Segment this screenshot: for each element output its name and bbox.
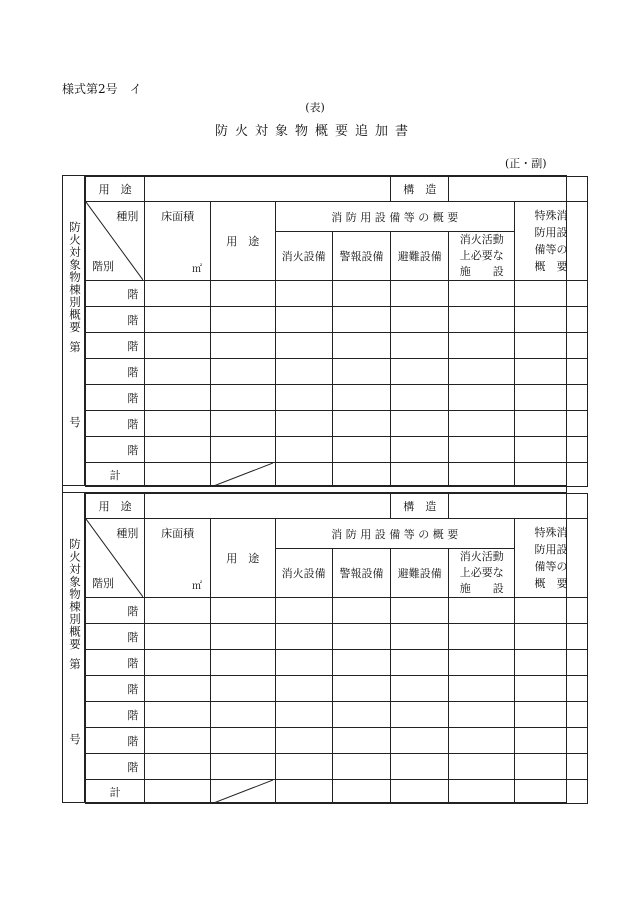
col-use-header: 用 途 xyxy=(210,202,275,281)
floor-row xyxy=(86,385,588,411)
data-cell[interactable] xyxy=(391,437,449,463)
data-cell[interactable] xyxy=(515,307,588,333)
total-data-cell[interactable] xyxy=(332,463,390,487)
data-cell[interactable] xyxy=(449,728,515,754)
data-cell[interactable] xyxy=(210,359,275,385)
data-cell[interactable] xyxy=(275,702,332,728)
floor-unit-cell[interactable]: 階 xyxy=(86,385,145,411)
data-cell[interactable] xyxy=(449,702,515,728)
data-cell[interactable] xyxy=(275,411,332,437)
data-cell[interactable] xyxy=(449,437,515,463)
structure-value-field[interactable] xyxy=(449,177,588,202)
data-cell[interactable] xyxy=(210,411,275,437)
data-cell[interactable] xyxy=(145,333,211,359)
data-cell[interactable] xyxy=(449,598,515,624)
data-cell[interactable] xyxy=(515,411,588,437)
fire-extinguishing-header: 消火設備 xyxy=(275,232,332,281)
kind-floor-header xyxy=(86,519,145,598)
floor-area-header xyxy=(145,202,211,281)
alarm-header: 警報設備 xyxy=(332,232,390,281)
floor-row xyxy=(86,333,588,359)
use-value-field[interactable] xyxy=(145,494,391,519)
alarm-header: 警報設備 xyxy=(332,549,390,598)
data-cell[interactable] xyxy=(210,385,275,411)
data-cell[interactable] xyxy=(515,385,588,411)
floor-unit-cell[interactable]: 階 xyxy=(86,728,145,754)
data-cell[interactable] xyxy=(210,702,275,728)
data-cell[interactable] xyxy=(391,411,449,437)
data-cell[interactable] xyxy=(332,359,390,385)
structure-label: 構 造 xyxy=(391,494,449,519)
data-cell[interactable] xyxy=(391,728,449,754)
special-line-1: 特殊消 xyxy=(534,526,568,539)
data-cell[interactable] xyxy=(275,437,332,463)
data-cell[interactable] xyxy=(275,598,332,624)
firefighting-line-2: 上必要な xyxy=(459,566,504,579)
data-cell[interactable] xyxy=(449,624,515,650)
building-summary-sheet-2 xyxy=(62,492,567,803)
data-cell[interactable] xyxy=(210,307,275,333)
data-cell[interactable] xyxy=(210,281,275,307)
total-row xyxy=(86,463,588,487)
data-cell[interactable] xyxy=(449,307,515,333)
total-data-cell[interactable] xyxy=(391,463,449,487)
data-cell[interactable] xyxy=(145,411,211,437)
floor-row xyxy=(86,702,588,728)
use-label: 用 途 xyxy=(86,177,145,202)
structure-value-field[interactable] xyxy=(449,494,588,519)
total-label: 計 xyxy=(86,780,145,804)
total-data-cell[interactable] xyxy=(449,780,515,804)
summary-table xyxy=(85,493,588,804)
data-cell[interactable] xyxy=(391,702,449,728)
floor-unit-cell[interactable]: 階 xyxy=(86,624,145,650)
data-cell[interactable] xyxy=(515,598,588,624)
data-cell[interactable] xyxy=(515,624,588,650)
floor-area-header xyxy=(145,519,211,598)
fire-extinguishing-header: 消火設備 xyxy=(275,549,332,598)
floor-row xyxy=(86,676,588,702)
data-cell[interactable] xyxy=(210,676,275,702)
special-line-2: 防用設 xyxy=(534,226,568,239)
floor-row xyxy=(86,754,588,780)
floor-row xyxy=(86,307,588,333)
floor-unit-cell[interactable]: 階 xyxy=(86,702,145,728)
data-cell[interactable] xyxy=(391,624,449,650)
data-cell[interactable] xyxy=(332,676,390,702)
kind-floor-header xyxy=(86,202,145,281)
kind-label: 種別 xyxy=(116,210,139,223)
data-cell[interactable] xyxy=(145,754,211,780)
firefighting-header xyxy=(449,549,515,598)
side-label-bottom: 号 xyxy=(68,733,82,746)
total-area-cell[interactable] xyxy=(145,463,211,487)
data-cell[interactable] xyxy=(210,333,275,359)
evacuation-header: 避難設備 xyxy=(391,549,449,598)
area-unit: ㎡ xyxy=(191,581,202,592)
use-value-field[interactable] xyxy=(145,177,391,202)
floor-unit-cell[interactable]: 階 xyxy=(86,676,145,702)
data-cell[interactable] xyxy=(391,333,449,359)
summary-table xyxy=(85,176,588,487)
data-cell[interactable] xyxy=(391,359,449,385)
floor-unit-cell[interactable]: 階 xyxy=(86,359,145,385)
kind-label: 種別 xyxy=(116,527,139,540)
floor-label: 階別 xyxy=(92,577,114,590)
data-cell[interactable] xyxy=(145,650,211,676)
special-line-4: 概 要 xyxy=(534,577,568,590)
data-cell[interactable] xyxy=(515,676,588,702)
floor-row xyxy=(86,437,588,463)
data-cell[interactable] xyxy=(275,676,332,702)
floor-row xyxy=(86,624,588,650)
facilities-header: 消 防 用 設 備 等 の 概 要 xyxy=(275,519,515,549)
data-cell[interactable] xyxy=(145,281,211,307)
data-cell[interactable] xyxy=(515,333,588,359)
data-cell[interactable] xyxy=(332,333,390,359)
floor-unit-cell[interactable]: 階 xyxy=(86,411,145,437)
data-cell[interactable] xyxy=(449,650,515,676)
data-cell[interactable] xyxy=(332,307,390,333)
total-use-cell-struck xyxy=(210,463,275,487)
data-cell[interactable] xyxy=(391,385,449,411)
data-cell[interactable] xyxy=(275,281,332,307)
data-cell[interactable] xyxy=(332,702,390,728)
total-data-cell[interactable] xyxy=(515,463,588,487)
total-area-cell[interactable] xyxy=(145,780,211,804)
total-data-cell[interactable] xyxy=(275,780,332,804)
side-label-top: 防火対象物棟別概要 xyxy=(68,221,82,334)
data-cell[interactable] xyxy=(515,650,588,676)
data-cell[interactable] xyxy=(449,754,515,780)
firefighting-line-3: 施 設 xyxy=(459,582,504,595)
copy-type: (正・副) xyxy=(505,157,547,170)
floor-row xyxy=(86,281,588,307)
data-cell[interactable] xyxy=(145,437,211,463)
side-label-column xyxy=(63,493,85,802)
data-cell[interactable] xyxy=(449,385,515,411)
data-cell[interactable] xyxy=(332,598,390,624)
data-cell[interactable] xyxy=(391,676,449,702)
data-cell[interactable] xyxy=(515,281,588,307)
firefighting-line-2: 上必要な xyxy=(459,249,504,262)
data-cell[interactable] xyxy=(210,437,275,463)
data-cell[interactable] xyxy=(145,307,211,333)
floor-area-label: 床面積 xyxy=(161,527,195,540)
total-label: 計 xyxy=(86,463,145,487)
data-cell[interactable] xyxy=(145,702,211,728)
data-cell[interactable] xyxy=(515,359,588,385)
floor-row xyxy=(86,411,588,437)
data-cell[interactable] xyxy=(391,650,449,676)
total-data-cell[interactable] xyxy=(391,780,449,804)
data-cell[interactable] xyxy=(275,359,332,385)
data-cell[interactable] xyxy=(210,754,275,780)
side-label-bottom: 号 xyxy=(68,416,82,429)
data-cell[interactable] xyxy=(275,333,332,359)
data-cell[interactable] xyxy=(332,385,390,411)
floor-area-label: 床面積 xyxy=(161,210,195,223)
subtitle: (表) xyxy=(305,101,325,114)
total-row xyxy=(86,780,588,804)
data-cell[interactable] xyxy=(515,754,588,780)
floor-unit-cell[interactable]: 階 xyxy=(86,307,145,333)
data-cell[interactable] xyxy=(332,624,390,650)
floor-label: 階別 xyxy=(92,260,114,273)
diagonal-line xyxy=(211,780,273,804)
floor-row xyxy=(86,728,588,754)
data-cell[interactable] xyxy=(210,650,275,676)
data-cell[interactable] xyxy=(145,624,211,650)
side-label-mid: 第 xyxy=(68,658,82,671)
data-cell[interactable] xyxy=(332,411,390,437)
data-cell[interactable] xyxy=(515,728,588,754)
col-use-header: 用 途 xyxy=(210,519,275,598)
data-cell[interactable] xyxy=(145,598,211,624)
floor-unit-cell[interactable]: 階 xyxy=(86,754,145,780)
area-unit: ㎡ xyxy=(191,264,202,275)
data-cell[interactable] xyxy=(391,307,449,333)
firefighting-line-3: 施 設 xyxy=(459,265,504,278)
floor-unit-cell[interactable]: 階 xyxy=(86,333,145,359)
data-cell[interactable] xyxy=(210,598,275,624)
facilities-header: 消 防 用 設 備 等 の 概 要 xyxy=(275,202,515,232)
data-cell[interactable] xyxy=(449,676,515,702)
floor-unit-cell[interactable]: 階 xyxy=(86,598,145,624)
use-label: 用 途 xyxy=(86,494,145,519)
floor-unit-cell[interactable]: 階 xyxy=(86,650,145,676)
floor-unit-cell[interactable]: 階 xyxy=(86,437,145,463)
data-cell[interactable] xyxy=(145,676,211,702)
data-cell[interactable] xyxy=(391,598,449,624)
data-cell[interactable] xyxy=(210,728,275,754)
firefighting-line-1: 消火活動 xyxy=(459,550,504,563)
data-cell[interactable] xyxy=(515,702,588,728)
floor-row xyxy=(86,598,588,624)
data-cell[interactable] xyxy=(275,624,332,650)
side-label-top: 防火対象物棟別概要 xyxy=(68,538,82,651)
total-data-cell[interactable] xyxy=(449,463,515,487)
data-cell[interactable] xyxy=(332,754,390,780)
data-cell[interactable] xyxy=(391,754,449,780)
special-line-3: 備等の xyxy=(534,243,568,256)
special-line-2: 防用設 xyxy=(534,543,568,556)
side-label-mid: 第 xyxy=(68,341,82,354)
floor-row xyxy=(86,650,588,676)
total-use-cell-struck xyxy=(210,780,275,804)
data-cell[interactable] xyxy=(332,281,390,307)
firefighting-line-1: 消火活動 xyxy=(459,233,504,246)
data-cell[interactable] xyxy=(449,411,515,437)
data-cell[interactable] xyxy=(391,281,449,307)
special-facilities-header xyxy=(515,202,588,281)
data-cell[interactable] xyxy=(145,728,211,754)
data-cell[interactable] xyxy=(275,385,332,411)
data-cell[interactable] xyxy=(275,307,332,333)
data-cell[interactable] xyxy=(449,333,515,359)
total-data-cell[interactable] xyxy=(332,780,390,804)
data-cell[interactable] xyxy=(145,359,211,385)
data-cell[interactable] xyxy=(449,281,515,307)
special-line-4: 概 要 xyxy=(534,260,568,273)
firefighting-header xyxy=(449,232,515,281)
data-cell[interactable] xyxy=(275,650,332,676)
building-summary-sheet-1 xyxy=(62,175,567,486)
floor-row xyxy=(86,359,588,385)
total-data-cell[interactable] xyxy=(515,780,588,804)
data-cell[interactable] xyxy=(332,728,390,754)
data-cell[interactable] xyxy=(332,650,390,676)
data-cell[interactable] xyxy=(275,754,332,780)
total-data-cell[interactable] xyxy=(275,463,332,487)
form-number: 様式第2号 イ xyxy=(62,82,142,96)
special-line-1: 特殊消 xyxy=(534,209,568,222)
side-label-column xyxy=(63,176,85,485)
special-facilities-header xyxy=(515,519,588,598)
data-cell[interactable] xyxy=(275,728,332,754)
floor-unit-cell[interactable]: 階 xyxy=(86,281,145,307)
data-cell[interactable] xyxy=(145,385,211,411)
data-cell[interactable] xyxy=(515,437,588,463)
diagonal-line xyxy=(211,463,273,487)
evacuation-header: 避難設備 xyxy=(391,232,449,281)
data-cell[interactable] xyxy=(332,437,390,463)
structure-label: 構 造 xyxy=(391,177,449,202)
page-title: 防火対象物概要追加書 xyxy=(214,124,415,139)
data-cell[interactable] xyxy=(449,359,515,385)
special-line-3: 備等の xyxy=(534,560,568,573)
data-cell[interactable] xyxy=(210,624,275,650)
